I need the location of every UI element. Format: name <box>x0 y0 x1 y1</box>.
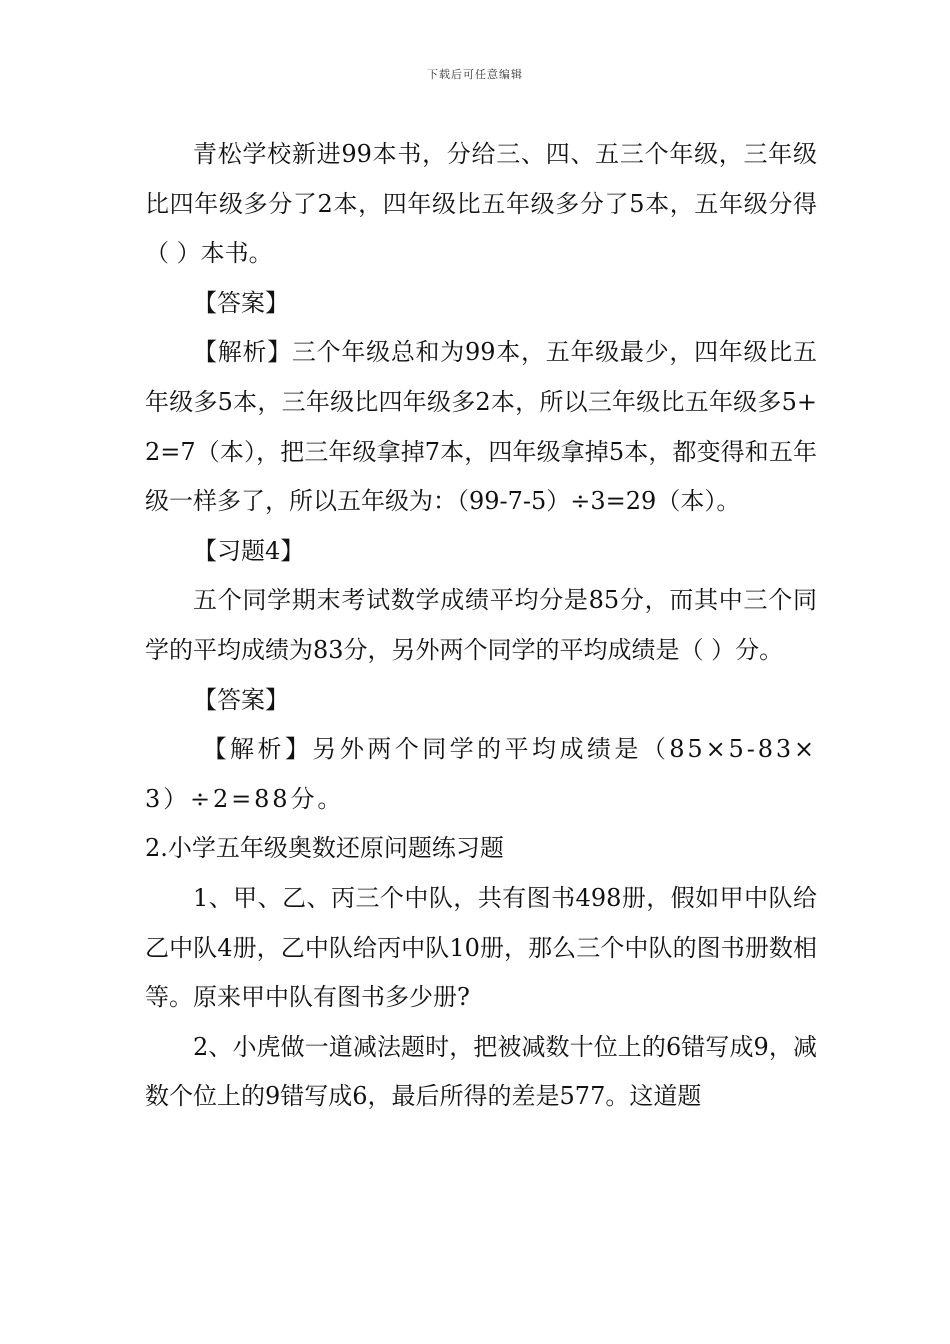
q4-title: 【习题4】 <box>193 536 305 565</box>
page-header: 下载后可任意编辑 <box>427 68 523 81</box>
q4-problem-paragraph: 五个同学期末考试数学成绩平均分是85分，而其中三个同学的平均成绩为83分，另外两个同学的平均成绩是（ ）分。 <box>145 586 817 664</box>
document-body <box>145 130 817 1122</box>
q3-problem-paragraph: 青松学校新进99本书，分给三、四、五三个年级，三年级比四年级多分了2本，四年级比五年级多分了5本，五年级分得（ ）本书。 <box>145 140 817 268</box>
section-2-question-1: 1、甲、乙、丙三个中队，共有图书498册，假如甲中队给乙中队4册，乙中队给丙中队10册，那么三个中队的图书册数相等。原来甲中队有图书多少册? <box>145 883 817 1012</box>
q4-answer-label: 【答案】 <box>193 685 289 714</box>
q3-answer-label: 【答案】 <box>193 288 289 317</box>
q4-analysis-paragraph: 【解析】另外两个同学的平均成绩是（85×5-83×3）÷2=88分。 <box>145 735 817 813</box>
section-2-question-2: 2、小虎做一道减法题时，把被减数十位上的6错写成9，减数个位上的9错写成6，最后所得的差是577。这道题 <box>145 1032 817 1111</box>
section-2-title: 2.小学五年级奥数还原问题练习题 <box>145 834 504 863</box>
q3-analysis-paragraph: 【解析】三个年级总和为99本，五年级最少，四年级比五年级多5本，三年级比四年级多2本，所以三年级比五年级多5+2=7（本），把三年级拿掉7本，四年级拿掉5本，都变得和五年级一样多了，所以五年级为：（99-7-5）÷3=29（本）。 <box>145 338 817 516</box>
